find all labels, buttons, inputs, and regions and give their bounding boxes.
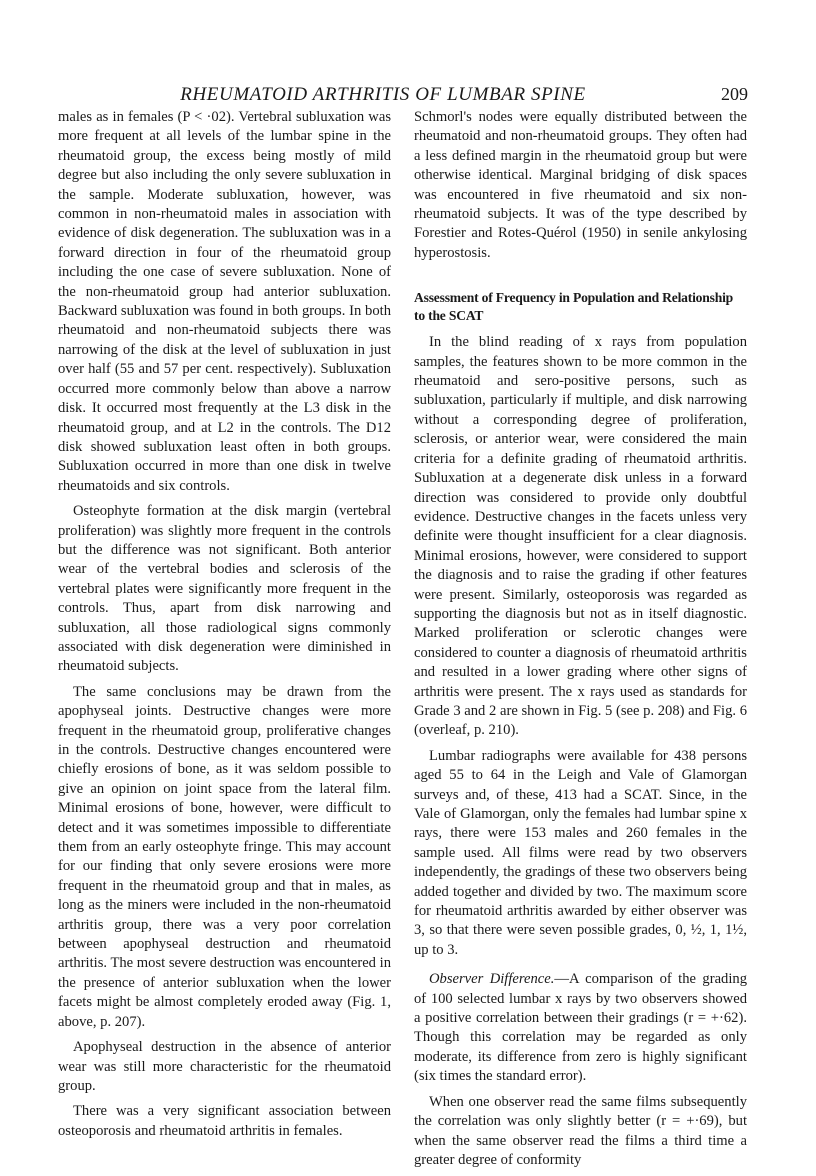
section-heading: Assessment of Frequency in Population and Relationship to the SCAT (414, 290, 734, 324)
running-title: RHEUMATOID ARTHRITIS OF LUMBAR SPINE (180, 84, 586, 105)
observer-difference-text: —A comparison of the grading of 100 selected lumbar x rays by two observers showed a positive correlation between their gradings (r = +·62). Though this correlation may be regarded as only moderate, its difference from zero is highly significant (six times the standard error). (414, 971, 747, 1085)
run-in-heading: Observer Difference. (429, 971, 555, 988)
body-paragraph: Apophyseal destruction in the absence of anterior wear was still more characteristic for the rheumatoid group. (58, 1039, 391, 1094)
body-paragraph: In the blind reading of x rays from population samples, the features shown to be more common in the rheumatoid and sero-positive persons, such as subluxation, particularly if multiple, and disk narrowing without a corresponding degree of proliferation, sclerosis, or anterior wear, were considered the main criteria for a definite grading of rheumatoid arthritis. Subluxation at a degenerate disk unless in a forward direction was considered to provide only doubtful evidence. Destructive changes in the facets unless very definite were thought insufficient for a clear diagnosis. Minimal erosions, however, were considered to support the diagnosis and to raise the grading if other features were present. Similarly, osteoporosis was regarded as supporting the diagnosis but not as in itself diagnostic. Marked proliferation or sclerotic changes were considered to counter a diagnosis of rheumatoid arthritis and resulted in a lower grading where other signs of arthritis were present. The x rays used as standards for Grade 3 and 2 are shown in Fig. 5 (see p. 208) and Fig. 6 (overleaf, p. 210). (414, 334, 747, 739)
right-column (414, 108, 747, 1176)
body-paragraph: When one observer read the same films subsequently the correlation was only slightly better (r = +·69), but when the same observer read the films a third time a greater degree of conformity (414, 1093, 747, 1168)
body-paragraph: males as in females (P < ·02). Vertebral subluxation was more frequent at all levels of the lumbar spine in the rheumatoid group, the excess being mostly of mild degree but also including the only severe subluxation in the sample. Moderate subluxation, however, was common in non-rheumatoid males in association with evidence of disk degeneration. The subluxation was in a forward direction in four of the rheumatoid group including the one case of severe subluxation. None of the non-rheumatoid group had anterior subluxation. Backward subluxation was found in both groups. In both rheumatoid and non-rheumatoid subjects there was narrowing of the disk at the level of subluxation in just over half (55 and 57 per cent. respectively). Subluxation occurred more commonly below than above a narrow disk. It occurred most frequently at the L3 disk in the rheumatoid group, and at L2 in the controls. The D12 disk showed subluxation least often in both groups. Subluxation occurred in more than one disk in twelve rheumatoids and six controls. (58, 109, 391, 494)
observer-difference-paragraph (414, 970, 747, 1086)
left-column (58, 108, 391, 1147)
page-header (58, 84, 748, 110)
body-paragraph: Lumbar radiographs were available for 438 persons aged 55 to 64 in the Leigh and Vale of Glamorgan surveys and, of these, 413 had a SCAT. Since, in the Vale of Glamorgan, only the females had lumbar spine x rays, there were 153 males and 260 females in the sample used. All films were read by two observers independently, the gradings of these two observers being added together and divided by two. The maximum score for rheumatoid arthritis awarded by either observer was 3, so that there were seven possible grades, 0, ½, 1, 1½, up to 3. (414, 747, 747, 958)
body-paragraph: The same conclusions may be drawn from the apophyseal joints. Destructive changes were more frequent in the rheumatoid group, proliferative changes in the controls. Destructive changes encountered were chiefly erosions of bone, as it was seldom possible to give an opinion on joint space from the lateral film. Minimal erosions of bone, however, were difficult to detect and it was sometimes impossible to differentiate them from an early osteophyte fringe. This may account for our finding that only severe erosions were more frequent in the rheumatoid group and that in males, as long as the miners were included in the non-rheumatoid arthritis group, there was a very poor correlation between apophyseal destruction and rheumatoid arthritis. The most severe destruction was encountered in the presence of anterior subluxation when the lower facets might be almost completely eroded away (Fig. 1, above, p. 207). (58, 683, 391, 1030)
body-paragraph: Osteophyte formation at the disk margin (vertebral proliferation) was slightly more frequent in the controls but the difference was not significant. Both anterior wear of the vertebral bodies and sclerosis of the vertebral plates were significantly more frequent in the controls. Thus, apart from disk narrowing and subluxation, all those radiological signs commonly associated with disk degeneration were diminished in rheumatoid subjects. (58, 503, 391, 675)
body-paragraph: Schmorl's nodes were equally distributed between the rheumatoid and non-rheumatoid groups. They often had a less defined margin in the rheumatoid group but were otherwise identical. Marginal bridging of disk spaces was encountered in five rheumatoid and six non-rheumatoid subjects. It was of the type described by Forestier and Rotes-Quérol (1950) in senile ankylosing hyperostosis. (414, 109, 747, 261)
body-paragraph: There was a very significant association between osteoporosis and rheumatoid arthritis in females. (58, 1103, 391, 1139)
page-number: 209 (721, 84, 748, 104)
